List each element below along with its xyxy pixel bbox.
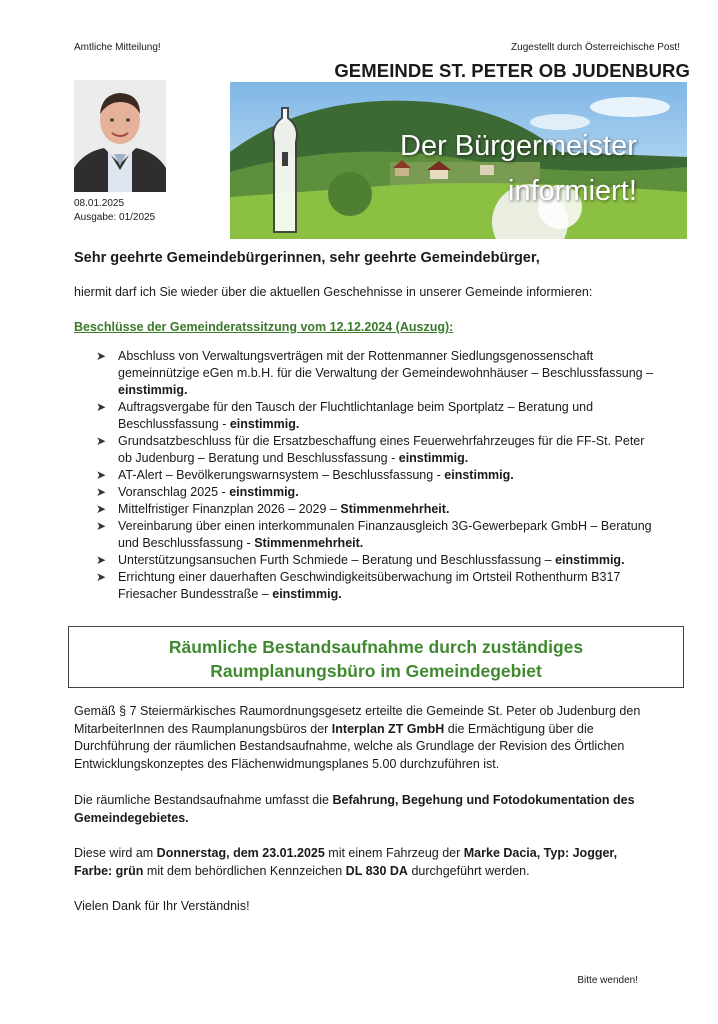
arrow-bullet-icon: ➤ bbox=[96, 485, 107, 499]
closing-text: Vielen Dank für Ihr Verständnis! bbox=[74, 899, 250, 913]
list-item: ➤ Auftragsvergabe für den Tausch der Fluchtlichtanlage beim Sportplatz – Beratung und Beschlussfassung - einstimmig. bbox=[96, 400, 594, 431]
arrow-bullet-icon: ➤ bbox=[96, 553, 107, 567]
paragraph-scope: Die räumliche Bestandsaufnahme umfasst die Befahrung, Begehung und Fotodokumentation des Gemeindegebietes. bbox=[74, 793, 635, 825]
banner-title-line2: informiert! bbox=[508, 175, 637, 207]
issue-date: 08.01.2025 bbox=[74, 198, 125, 209]
mayor-portrait-icon bbox=[74, 80, 166, 192]
spatial-survey-notice-box bbox=[68, 626, 684, 688]
list-item: ➤ AT-Alert – Bevölkerungswarnsystem – Beschlussfassung - einstimmig. bbox=[96, 468, 514, 482]
list-item: ➤ Abschluss von Verwaltungsverträgen mit der Rottenmanner Siedlungsgenossenschaft gemeinnützige eGen m.b.H. für die Verwaltung der Gemeindewohnhäuser – Beschlussfassung – einstimmig. bbox=[96, 349, 654, 397]
issue-number: Ausgabe: 01/2025 bbox=[74, 212, 156, 223]
notice-title-line2: Raumplanungsbüro im Gemeindegebiet bbox=[210, 661, 542, 681]
paragraph-authorization: Gemäß § 7 Steiermärkisches Raumordnungsgesetz erteilte die Gemeinde St. Peter ob Judenburg den MitarbeiterInnen des Raumplanungsbüros der Interplan ZT GmbH die Ermächtigung über die Durchführung der räumlichen Bestandsaufnahme, welche als Grundlage der Revision des Örtlichen Entwicklungskonzeptes des Flächenwidmungsplanes 5.00 durchzuführen ist. bbox=[74, 704, 641, 771]
arrow-bullet-icon: ➤ bbox=[96, 502, 107, 516]
banner-title-line1: Der Bürgermeister bbox=[400, 130, 637, 162]
list-item: ➤ Vereinbarung über einen interkommunalen Finanzausgleich 3G-Gewerbepark GmbH – Beratung und Beschlussfassung - Stimmenmehrheit. bbox=[96, 519, 652, 550]
greeting: Sehr geehrte Gemeindebürgerinnen, sehr geehrte Gemeindebürger, bbox=[74, 250, 540, 266]
please-turn-note: Bitte wenden! bbox=[577, 975, 638, 986]
resolutions-list bbox=[94, 348, 654, 603]
list-item: ➤ Errichtung einer dauerhaften Geschwindigkeitsüberwachung im Ortsteil Rothenthurm B317 Friesacher Bundesstraße – einstimmig. bbox=[96, 570, 621, 601]
intro-text: hiermit darf ich Sie wieder über die aktuellen Geschehnisse in unserer Gemeinde informieren: bbox=[74, 285, 593, 299]
arrow-bullet-icon: ➤ bbox=[96, 468, 107, 482]
list-item: ➤ Voranschlag 2025 - einstimmig. bbox=[96, 485, 299, 499]
arrow-bullet-icon: ➤ bbox=[96, 519, 107, 533]
resolutions-heading: Beschlüsse der Gemeinderatssitzung vom 12.12.2024 (Auszug): bbox=[74, 320, 454, 334]
arrow-bullet-icon: ➤ bbox=[96, 434, 107, 448]
delivery-note: Zugestellt durch Österreichische Post! bbox=[511, 42, 680, 53]
municipality-title: GEMEINDE ST. PETER OB JUDENBURG bbox=[334, 60, 690, 81]
official-notice: Amtliche Mitteilung! bbox=[74, 42, 161, 53]
arrow-bullet-icon: ➤ bbox=[96, 570, 107, 584]
arrow-bullet-icon: ➤ bbox=[96, 349, 107, 363]
list-item: ➤ Mittelfristiger Finanzplan 2026 – 2029 – Stimmenmehrheit. bbox=[96, 502, 450, 516]
list-item: ➤ Grundsatzbeschluss für die Ersatzbeschaffung eines Feuerwehrfahrzeuges für die FF-St. Peter ob Judenburg – Beratung und Beschlussfassung - einstimmig. bbox=[96, 434, 645, 465]
mayor-photo bbox=[74, 80, 166, 192]
arrow-bullet-icon: ➤ bbox=[96, 400, 107, 414]
notice-title-line1: Räumliche Bestandsaufnahme durch zuständiges bbox=[168, 637, 584, 657]
paragraph-vehicle: Diese wird am Donnerstag, dem 23.01.2025 mit einem Fahrzeug der Marke Dacia, Typ: Jogger, Farbe: grün mit dem behördlichen Kennzeichen DL 830 DA durchgeführt werden. bbox=[74, 846, 618, 878]
list-item: ➤ Unterstützungsansuchen Furth Schmiede – Beratung und Beschlussfassung – einstimmig. bbox=[96, 553, 625, 567]
